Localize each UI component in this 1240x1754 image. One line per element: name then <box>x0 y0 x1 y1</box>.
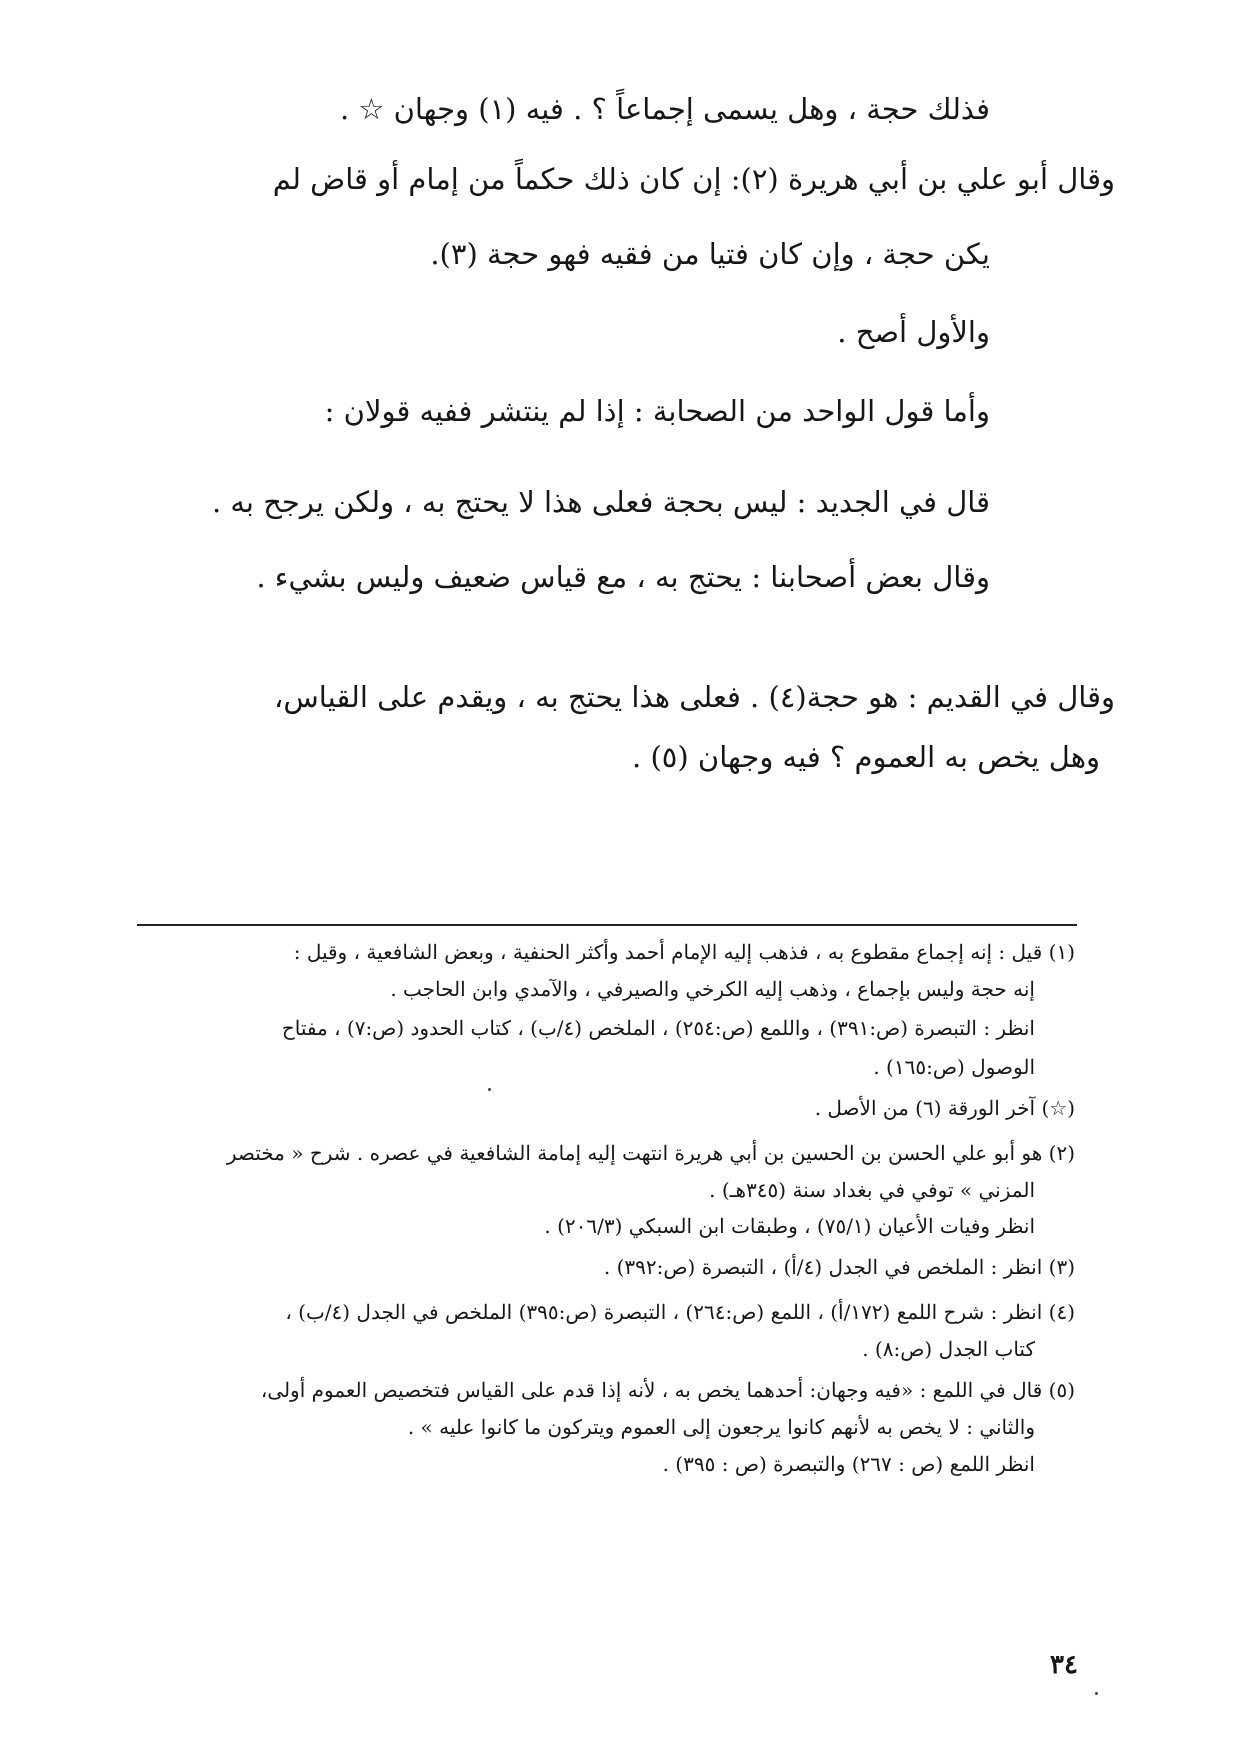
main-text-line: يكن حجة ، وإن كان فتيا من فقيه فهو حجة (٣). <box>430 237 990 271</box>
footnote-line: (☆) آخر الورقة (٦) من الأصل . <box>814 1096 1075 1120</box>
main-text-line: وقال في القديم : هو حجة(٤) . فعلى هذا يحتج به ، ويقدم على القياس، <box>273 680 1115 714</box>
footnote-line: كتاب الجدل (ص:٨) . <box>862 1337 1035 1361</box>
main-text-line: وقال بعض أصحابنا : يحتج به ، مع قياس ضعيف وليس بشيء . <box>256 560 990 594</box>
main-text-line: وهل يخص به العموم ؟ فيه وجهان (٥) . <box>632 740 1100 774</box>
main-text-line: فذلك حجة ، وهل يسمى إجماعاً ؟ . فيه (١) وجهان ☆ . <box>339 92 990 126</box>
main-text-line: قال في الجديد : ليس بحجة فعلى هذا لا يحتج به ، ولكن يرجح به . <box>211 485 990 519</box>
page-number: ٣٤ <box>1050 1650 1078 1680</box>
main-text-line: وأما قول الواحد من الصحابة : إذا لم ينتشر ففيه قولان : <box>324 394 990 428</box>
footnote-line: (١) قيل : إنه إجماع مقطوع به ، فذهب إليه الإمام أحمد وأكثر الحنفية ، وبعض الشافعية ، وقيل : <box>293 940 1075 964</box>
main-text-line: والأول أصح . <box>837 315 990 349</box>
scan-speck <box>1095 1692 1098 1695</box>
main-text-line: وقال أبو علي بن أبي هريرة (٢): إن كان ذلك حكماً من إمام أو قاض لم <box>272 162 1115 196</box>
footnote-line: إنه حجة وليس بإجماع ، وذهب إليه الكرخي والصيرفي ، والآمدي وابن الحاجب . <box>390 977 1035 1001</box>
footnote-line: والثاني : لا يخص به لأنهم كانوا يرجعون إلى العموم ويتركون ما كانوا عليه » . <box>407 1415 1035 1439</box>
footnote-line: (٣) انظر : الملخص في الجدل (٤/أ) ، التبصرة (ص:٣٩٢) . <box>603 1255 1075 1279</box>
footnote-line: انظر : التبصرة (ص:٣٩١) ، واللمع (ص:٢٥٤) ، الملخص (٤/ب) ، كتاب الحدود (ص:٧) ، مفتاح <box>281 1016 1035 1040</box>
footnote-line: (٢) هو أبو علي الحسن بن الحسين بن أبي هريرة انتهت إليه إمامة الشافعية في عصره . شرح « مختصر <box>226 1141 1075 1165</box>
footnote-line: المزني » توفي في بغداد سنة (٣٤٥هـ) . <box>709 1178 1035 1202</box>
footnote-line: انظر وفيات الأعيان (٧٥/١) ، وطبقات ابن السبكي (٢٠٦/٣) . <box>544 1214 1035 1238</box>
footnote-line: (٤) انظر : شرح اللمع (١٧٢/أ) ، اللمع (ص:٢٦٤) ، التبصرة (ص:٣٩٥) الملخص في الجدل (٤/ب) ، <box>285 1300 1075 1324</box>
footnote-line: انظر اللمع (ص : ٢٦٧) والتبصرة (ص : ٣٩٥) . <box>662 1452 1035 1476</box>
footnote-line: الوصول (ص:١٦٥) . <box>873 1055 1035 1079</box>
scan-speck <box>488 1088 491 1091</box>
footnote-separator <box>137 924 1077 926</box>
footnote-line: (٥) قال في اللمع : «فيه وجهان: أحدهما يخص به ، لأنه إذا قدم على القياس فتخصيص العموم أولى، <box>260 1378 1075 1402</box>
